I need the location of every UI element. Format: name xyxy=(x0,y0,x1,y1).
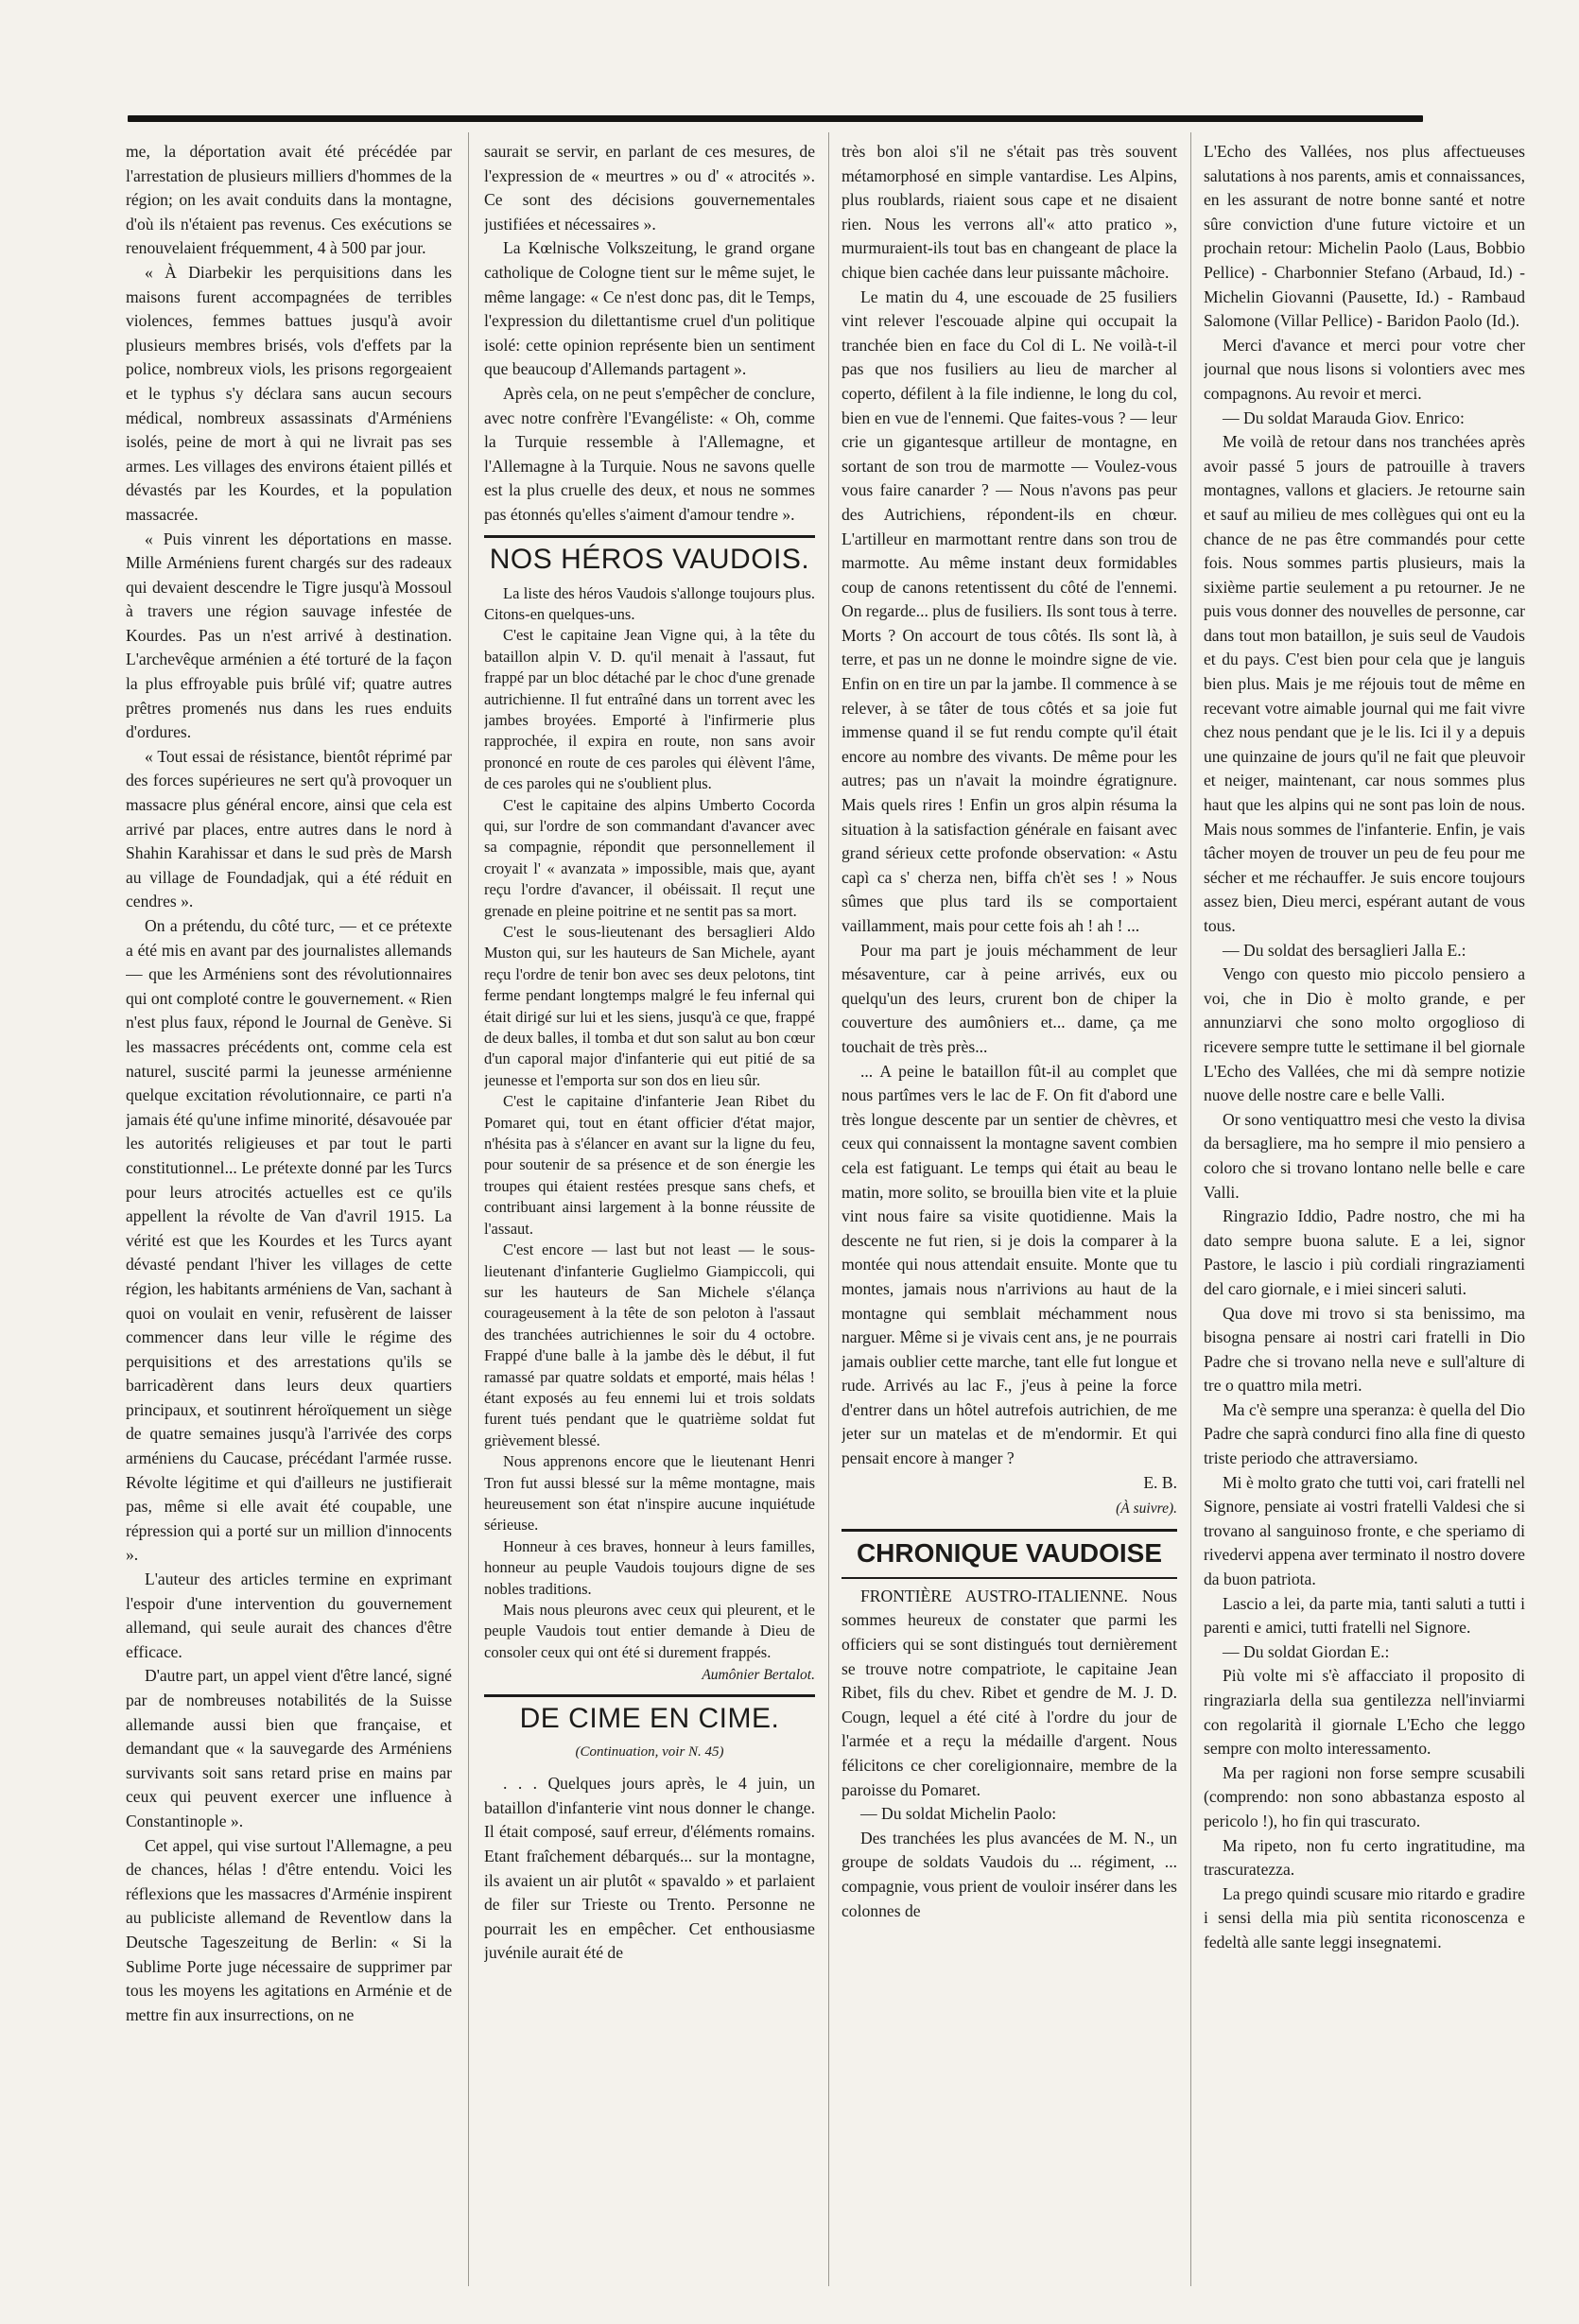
section-rule xyxy=(484,535,815,538)
paragraph: C'est le capitaine des alpins Umberto Cocorda qui, sur l'ordre de son commandant d'avancer avec sa compagnie, répondit que personnellement il croyait l' « avanzata » impossible, mais que, ayant reçu l'ordre d'avancer, il obéissait. Il reçut une grenade en pleine poitrine et ne sentit pas sa mort. xyxy=(484,795,815,920)
paragraph: C'est le capitaine Jean Vigne qui, à la tête du bataillon alpin V. D. qu'il menait à l'assaut, fut frappé par un bloc détaché par le choc d'une grenade autrichienne. Il fut entraîné dans un torrent avec les jambes broyées. Emporté à l'infirmerie plus rapprochée, il expira en route, non sans avoir prononcé en route de ces paroles qui élèvent l'âme, de ces paroles qui ne s'oublient plus. xyxy=(484,626,815,793)
paragraph: « À Diarbekir les perquisitions dans les maisons furent accompagnées de terribles violences, femmes battues jusqu'à avoir plusieurs membres brisés, vols d'effets par la police, nombreux viols, les prisons regorgeaient et le typhus s'y déclara sans aucun secours médical, nombreux assassinats d'Arméniens isolés, peine de mort à qui ne livrait pas ses armes. Les villages des environs étaient pillés et dévastés par les Kourdes, et la population massacrée. xyxy=(126,262,452,524)
heros-title: NOS HÉROS VAUDOIS. xyxy=(489,543,810,575)
paragraph: Merci d'avance et merci pour votre cher journal que nous lisons si volontiers avec mes compagnons. Au revoir et merci. xyxy=(1204,335,1525,403)
paragraph: Lascio a lei, da parte mia, tanti saluti a tutti i parenti e amici, tutti fratelli nel Signore. xyxy=(1204,1593,1525,1638)
paragraph: FRONTIÈRE AUSTRO-ITALIENNE. Nous sommes heureux de constater que parmi les officiers qui se sont distingués tout dernièrement se trouve notre compatriote, le capitaine Jean Ribet, fils du chev. Ribet et gendre de M. J. D. Cougn, lequel a été cité à l'ordre du jour de l'armée et a reçu la médaille d'argent. Nous félicitons ce cher coreligionnaire, membre de la paroisse du Pomaret. xyxy=(842,1586,1177,1799)
paragraph: ... A peine le bataillon fût-il au complet que nous partîmes vers le lac de F. On fit d'abord une très longue descente par un sentier de chèvres, et ceux qui connaissent la montagne savent combien cela est fatiguant. Le temps qui était au beau le matin, more solito, se brouilla bien vite et la pluie vint nous faire sa visite quotidienne. Mais la descente ne fut rien, si je dois la comparer à la montée qui nous attendait ensuite. Monte que tu montes, jamais nous n'arrivions au haut de la montagne qui semblait méchamment nous narguer. Même si je vivais cent ans, je ne pourrais jamais oublier cette marche, tant elle fut longue et rude. Arrivés au lac F., j'eus à peine la force d'entrer dans un hôtel autrefois autrichien, de me jeter sur un matelas et de m'endormir. Et qui pensait encore à manger ? xyxy=(842,1061,1177,1468)
column-2 xyxy=(484,140,815,2286)
paragraph: — Du soldat Giordan E.: xyxy=(1223,1641,1390,1661)
column-3 xyxy=(842,140,1177,2286)
signature: E. B. xyxy=(1143,1472,1177,1492)
paragraph: C'est encore — last but not least — le sous-lieutenant d'infanterie Guglielmo Giampiccoli, qui sur les hauteurs de San Michele s'élança courageusement à la tête de son peloton à l'assaut des tranchées autrichiennes le soir du 4 octobre. Frappé d'une balle à la jambe dès le début, il fut ramassé par quatre soldats et emporté, mais hélas ! étant exposés au feu ennemi lui et trois soldats furent tués pendant que le quatrième soldat fut grièvement blessé. xyxy=(484,1240,815,1449)
column-4 xyxy=(1204,140,1525,2286)
paragraph: — Du soldat Marauda Giov. Enrico: xyxy=(1223,408,1465,427)
paragraph: Qua dove mi trovo si sta benissimo, ma bisogna pensare ai nostri cari fratelli in Dio Padre che si trovano nella neve e sull'alture di tre o quattro mila metri. xyxy=(1204,1303,1525,1396)
paragraph: Ma ripeto, non fu certo ingratitudine, ma trascuratezza. xyxy=(1204,1835,1525,1880)
signature: Aumônier Bertalot. xyxy=(702,1667,815,1684)
paragraph: Ma c'è sempre una speranza: è quella del Dio Padre che saprà condurci fino alla fine di questo triste periodo che attraversiamo. xyxy=(1204,1399,1525,1468)
paragraph: Mais nous pleurons avec ceux qui pleurent, et le peuple Vaudois tout entier demande à Dieu de consoler ceux qui ont été si durement frappés. xyxy=(484,1601,815,1661)
paragraph: très bon aloi s'il ne s'était pas très souvent métamorphosé en simple vantardise. Les Alpins, plus roublards, riaient sous cape et ne disaient rien. Nous les verrons all'« atto pratico », murmuraient-ils tout bas en changeant de place la chique bien cachée dans leur puissante mâchoire. xyxy=(842,142,1177,282)
paragraph: Après cela, on ne peut s'empêcher de conclure, avec notre confrère l'Evangéliste: « Oh, comme la Turquie ressemble à l'Allemagne, et l'Allemagne à la Turquie. Nous ne savons quelle est la plus cruelle des deux, et nous ne sommes pas étonnés qu'elles s'aiment d'amour tendre ». xyxy=(484,383,815,524)
paragraph: Honneur à ces braves, honneur à leurs familles, honneur au peuple Vaudois toujours digne de ses nobles traditions. xyxy=(484,1536,815,1598)
paragraph: saurait se servir, en parlant de ces mesures, de l'expression de « meurtres » ou d' « atrocités ». Ce sont des décisions gouvernementales justifiées et nécessaires ». xyxy=(484,142,815,234)
paragraph: L'auteur des articles termine en exprimant l'espoir d'une intervention du gouvernement allemand, qui seule aurait des chances d'être efficace. xyxy=(126,1570,452,1661)
cime-title: DE CIME EN CIME. xyxy=(519,1702,780,1734)
column-1 xyxy=(126,140,452,2286)
paragraph: Or sono ventiquattro mesi che vesto la divisa da bersagliere, ma ho sempre il mio pensiero a coloro che si trovano lontano nelle belle e care Valli. xyxy=(1204,1109,1525,1202)
paragraph: Mi è molto grato che tutti voi, cari fratelli nel Signore, pensiate ai vostri fratelli Valdesi che si trovano al sanguinoso fronte, e che speriamo di rivedervi appena aver terminato il nostro dovere da buon patriota. xyxy=(1204,1472,1525,1589)
cime-subtitle: (Continuation, voir N. 45) xyxy=(575,1743,724,1760)
paragraph: Pour ma part je jouis méchamment de leur mésaventure, car à peine arrivés, eux ou quelqu'un des leurs, crurent bon de chiper la couverture des aumôniers et... dame, ça me touchait de très près... xyxy=(842,940,1177,1056)
paragraph: me, la déportation avait été précédée par l'arrestation de plusieurs milliers d'hommes de la région; on les avait conduits dans la montagne, d'où ils n'étaient pas revenus. Ces exécutions se renouvelaient fréquemment, 4 à 500 par jour. xyxy=(126,142,452,258)
paragraph: C'est le sous-lieutenant des bersaglieri Aldo Muston qui, sur les hauteurs de San Michele, ayant reçu l'ordre de tenir bon avec ses deux pelotons, tint ferme pendant longtemps malgré le feu infernal qui était dirigé sur lui et les siens, jusqu'à ce que, frappé de deux balles, il tomba et dut son salut au bon cœur d'un caporal major d'infanterie qui eut pitié de sa jeunesse et l'emporta sur son dos en lieu sûr. xyxy=(484,923,815,1089)
paragraph: Nous apprenons encore que le lieutenant Henri Tron fut aussi blessé sur la même montagne, mais heureusement son état n'inspire aucune inquiétude sérieuse. xyxy=(484,1452,815,1535)
paragraph: La prego quindi scusare mio ritardo e gradire i sensi della mia più sentita riconoscenza e fedeltà alle sante leggi insegnatemi. xyxy=(1204,1883,1525,1951)
paragraph: Ma per ragioni non forse sempre scusabili (comprendo: non sono abbastanza esposto al pericolo !), ho fin qui trascurato. xyxy=(1204,1762,1525,1830)
chronique-title: CHRONIQUE VAUDOISE xyxy=(856,1537,1163,1568)
paragraph: Più volte mi s'è affacciato il proposito di ringraziarla della sua gentilezza nell'inviarmi con regolarità il giornale L'Echo che leggo sempre con molto interessamento. xyxy=(1204,1666,1525,1759)
paragraph: Cet appel, qui vise surtout l'Allemagne, a peu de chances, hélas ! d'être entendu. Voici les réflexions que les massacres d'Arménie inspirent au publiciste allemand de Reventlow dans la Deutsche Tageszeitung de Berlin: « Si la Sublime Porte juge nécessaire de supprimer par tous les moyens les agitations en Arménie et de mettre fin aux insurrections, on ne xyxy=(126,1835,452,2024)
paragraph: Le matin du 4, une escouade de 25 fusiliers vint relever l'escouade alpine qui occupait la tranchée bien en face du Col di L. Ne voilà-t-il pas que nos fusiliers au lieu de marcher al coperto, défilent à la file indienne, le long du col, bien en vue de l'ennemi. Que faites-vous ? — leur crie un gigantesque artilleur de montagne, en sortant de son trou de marmotte — Voulez-vous vous faire canarder ? — Nous n'avons pas peur des Autrichiens, répondent-ils en chœur. L'artilleur en marmottant rentre dans son trou de marmotte. Au même instant deux formidables coup de canons retentissent du côté de l'ennemi. On regarde... plus de fusiliers. Ils sont tous à terre. Morts ? On accourt de tous côtés. Ils sont là, à terre, et pas un ne donne le moindre signe de vie. Enfin on en tire un par la jambe. Il commence à se relever, à se tâter de tous côtés et sa joie fut immense quand il se fut rendu compte qu'il était encore au nombre des vivants. De même pour les autres; pas un n'avait la moindre égratignure. Mais quels rires ! Enfin un gros alpin résuma la situation à la satisfaction générale en faisant avec grand sérieux cette profonde observation: « Astu capì ca s' cherza nen, biffa ch'èt ses ! » Nous sûmes que plus tard ils se comportaient vaillamment, mais pour cette fois ah ! ah ! ... xyxy=(842,286,1177,935)
paragraph: Me voilà de retour dans nos tranchées après avoir passé 5 jours de patrouille à travers montagnes, vallons et glaciers. Je retourne sain et sauf au milieu de mes collègues qui ont eu la chance de ne pas être commandés pour cette fois. Nous sommes partis plusieurs, mais la sixième partie seulement a pu retourner. Je ne puis vous donner des nouvelles de personne, car dans tout mon bataillon, je suis seul de Vaudois et du pays. C'est bien pour cela que je languis bien plus. Mais je me réjouis tout de même en recevant votre aimable journal qui me fait vivre chez nous pendant que je le lis. Ici il y a depuis une quinzaine de jours qu'il ne fait que pleuvoir et neiger, maintenant, car nous sommes plus haut que les alpins qui ne sont pas loin de nous. Mais nous sommes de l'infanterie. Enfin, je vais tâcher moyen de trouver un peu de feu pour me sécher et me réchauffer. Je suis encore toujours assez bien, Dieu merci, espérant autant de vous tous. xyxy=(1204,432,1525,935)
paragraph: « Tout essai de résistance, bientôt réprimé par des forces supérieures ne sert qu'à provoquer un massacre plus général encore, ainsi que cela est arrivé par places, entre autres dans le nord à Shahin Karahissar et dans le sud près de Marsh au village de Foundadjak, qui a été réduit en cendres ». xyxy=(126,746,452,911)
section-rule xyxy=(842,1529,1177,1532)
paragraph: Vengo con questo mio piccolo pensiero a voi, che in Dio è molto grande, e per annunziarvi che sono molto orgoglioso di ricevere sempre tutte le settimane il bel giornale L'Echo des Vallées, che mi dà sempre notizie nuove delle nostre care e belle Valli. xyxy=(1204,964,1525,1105)
paragraph: « Puis vinrent les déportations en masse. Mille Arméniens furent chargés sur des radeaux qui devaient descendre le Tigre jusqu'à Mossoul à travers une région sauvage infestée de Kourdes. Pas un n'est arrivé à destination. L'archevêque arménien a été torturé de la façon la plus effroyable puis brûlé vif; quatre autres prêtres promenés nus dans les rues enduits d'ordures. xyxy=(126,529,452,742)
paragraph: La Kœlnische Volkszeitung, le grand organe catholique de Cologne tient sur le même sujet, le même langage: « Ce n'est donc pas, dit le Temps, l'expression du dilettantisme cruel d'un politique isolé: cette opinion représente bien un sentiment que beaucoup d'Allemands partagent ». xyxy=(484,238,815,379)
paragraph: — Du soldat des bersaglieri Jalla E.: xyxy=(1223,940,1466,960)
top-rule xyxy=(128,115,1423,122)
paragraph: Des tranchées les plus avancées de M. N., un groupe de soldats Vaudois du ... régiment, ... compagnie, vous prient de vouloir insérer dans les colonnes de xyxy=(842,1828,1177,1920)
paragraph: Ringrazio Iddio, Padre nostro, che mi ha dato sempre buona salute. E a lei, signor Pastore, le lascio i più cordiali ringraziamenti del caro giornale, e i miei sinceri saluti. xyxy=(1204,1206,1525,1298)
column-divider xyxy=(1190,132,1191,2286)
paragraph: C'est le capitaine d'infanterie Jean Ribet du Pomaret qui, tout en étant officier d'état major, n'hésita pas à s'élancer en avant sur la ligne du feu, pour soutenir de sa présence et de son énergie les troupes qui étaient restées presque sans chefs, et contribuant ainsi largement à la bonne réussite de l'assaut. xyxy=(484,1092,815,1238)
to-be-continued: (À suivre). xyxy=(1116,1500,1177,1518)
paragraph: La liste des héros Vaudois s'allonge toujours plus. Citons-en quelques-uns. xyxy=(484,583,815,623)
paragraph: D'autre part, un appel vient d'être lancé, signé par de nombreuses notabilités de la Suisse allemande aussi bien que française, et demandant que « la sauvegarde des Arméniens survivants soit sans retard prise en mains par ceux qui peuvent exercer une influence à Constantinople ». xyxy=(126,1666,452,1830)
section-rule xyxy=(842,1577,1177,1579)
paragraph: On a prétendu, du côté turc, — et ce prétexte a été mis en avant par des journalistes allemands — que les Arméniens sont des révolutionnaires qui ont comploté contre le gouvernement. « Rien n'est plus faux, répond le Journal de Genève. Si les massacres précédents ont, comme cela est naturel, suscité parmi la jeunesse arménienne quelque excitation révolutionnaire, ce parti n'a jamais été qu'une infime minorité, désavouée par les autorités religieuses et par tout le parti constitutionnel... Le prétexte donné par les Turcs pour leurs atrocités actuelles est ce qu'ils appellent la révolte de Van d'avril 1915. La vérité est que les Kourdes et les Turcs ayant dévasté pendant l'hiver les villages de cette région, les habitants arméniens de Van, sachant à quoi on voulait en venir, refusèrent de laisser commencer dans leur ville le régime des perquisitions et des arrestations qu'ils se barricadèrent dans leurs deux quartiers principaux, et soutinrent héroïquement un siège de quatre semaines jusqu'à l'arrivée des corps arméniens du Caucase, précédant l'armée russe. Révolte légitime et qui d'ailleurs ne justifierait pas, même si elle avait été coupable, une répression qui a porté sur un million d'innocents ». xyxy=(126,916,452,1565)
paragraph: — Du soldat Michelin Paolo: xyxy=(860,1804,1057,1824)
paragraph: . . . Quelques jours après, le 4 juin, un bataillon d'infanterie vint nous donner le change. Il était composé, sauf erreur, d'éléments romains. Etant fraîchement débarqués... sur la montagne, ils avaient un air plutôt « spavaldo » et parlaient de filer sur Trieste ou Trento. Personne ne pourrait les en empêcher. Cet enthousiasme juvénile aurait été de xyxy=(484,1774,815,1963)
paragraph: L'Echo des Vallées, nos plus affectueuses salutations à nos parents, amis et connaissances, en les assurant de notre bonne santé et notre sûre conviction d'une future victoire et un prochain retour: Michelin Paolo (Laus, Bobbio Pellice) - Charbonnier Stefano (Arbaud, Id.) - Michelin Giovanni (Pausette, Id.) - Rambaud Salomone (Villar Pellice) - Baridon Paolo (Id.). xyxy=(1204,142,1525,331)
section-rule xyxy=(484,1694,815,1697)
column-divider xyxy=(468,132,469,2286)
column-divider xyxy=(828,132,829,2286)
